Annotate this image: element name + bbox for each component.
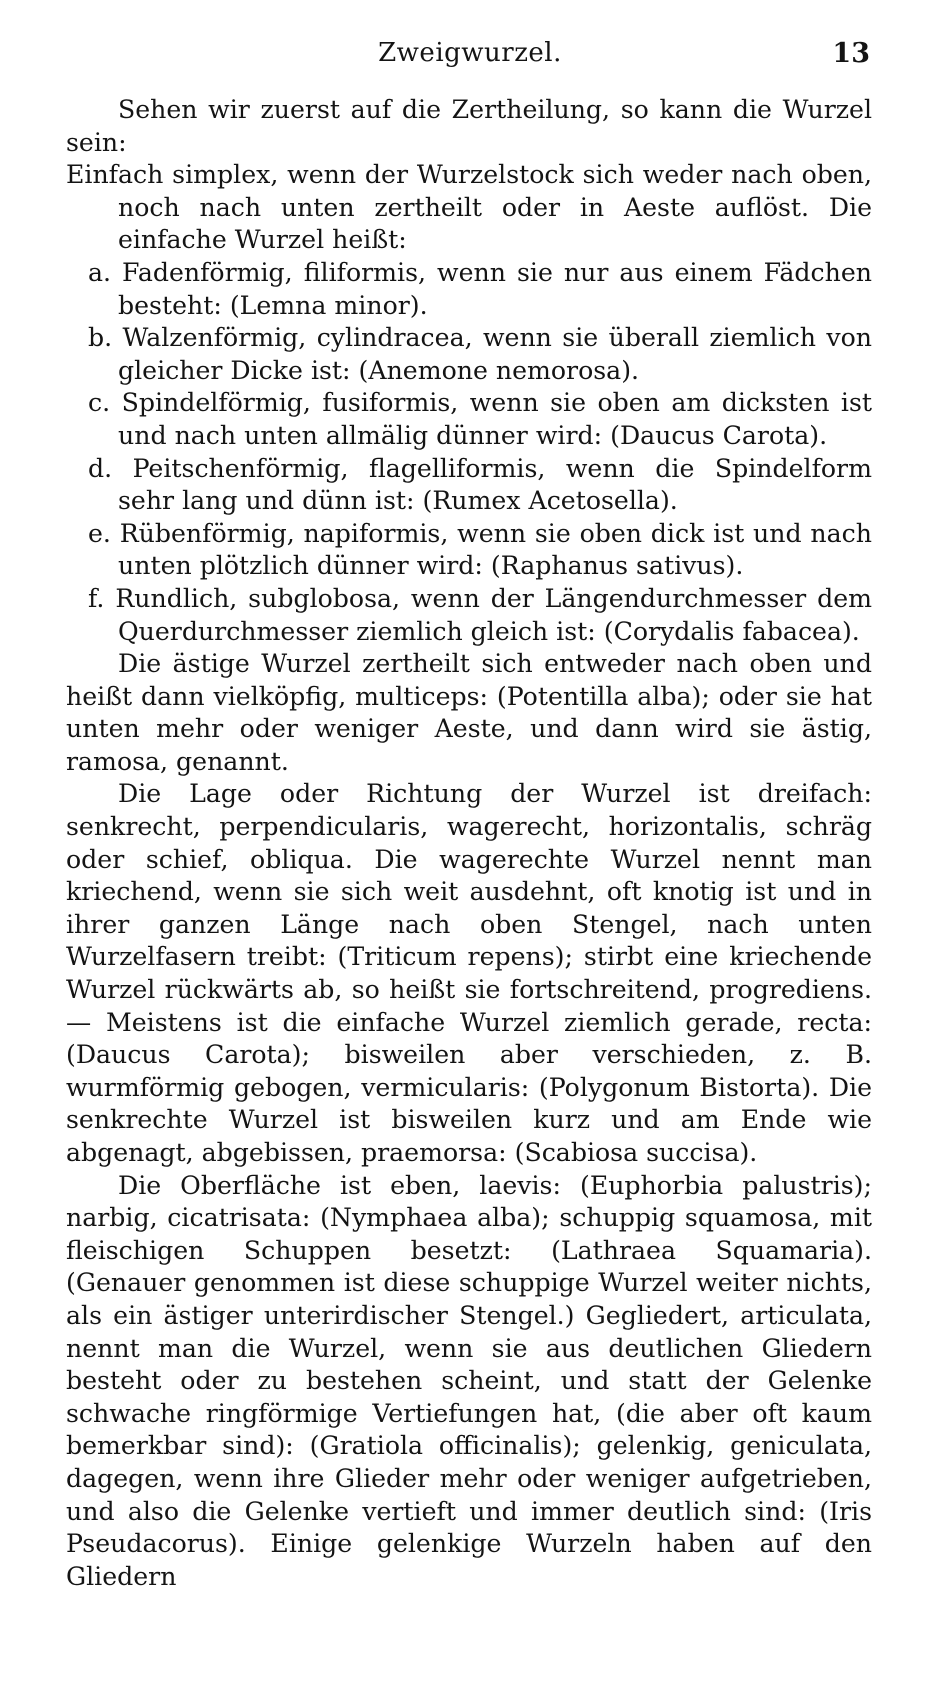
paragraph-einfach: Einfach simplex, wenn der Wurzelstock sich weder nach oben, noch nach unten zertheilt oder in Aeste auflöst. Die einfache Wurzel heißt: <box>66 160 872 255</box>
list-item-b: b. Walzenförmig, cylindracea, wenn sie überall ziemlich von gleicher Dicke ist: (Anemone nemorosa). <box>88 323 872 385</box>
paragraph-oberflaeche: Die Oberfläche ist eben, laevis: (Euphorbia palustris); narbig, cicatrisata: (Nymphaea alba); schuppig squamosa, mit fleischigen Schuppen besetzt: (Lathraea Squamaria). (Genauer genommen ist diese schuppige Wurzel weiter nichts, als ein ästiger unterirdischer Stengel.) Gegliedert, articulata, nennt man die Wurzel, wenn sie aus deutlichen Gliedern besteht oder zu bestehen scheint, und statt der Gelenke schwache ringförmige Vertiefungen hat, (die aber oft kaum bemerkbar sind): (Gratiola officinalis); gelenkig, geniculata, dagegen, wenn ihre Glieder mehr oder weniger aufgetrieben, und also die Gelenke vertieft und immer deutlich sind: (Iris Pseudacorus). Einige gelenkige Wurzeln haben auf den Gliedern <box>66 1170 872 1591</box>
running-head: Zweigwurzel. <box>378 38 562 68</box>
list-item-f: f. Rundlich, subglobosa, wenn der Längendurchmesser dem Querdurchmesser ziemlich gleich ist: (Corydalis fabacea). <box>88 583 872 646</box>
page-header <box>70 38 870 78</box>
list-item-c: c. Spindelförmig, fusiformis, wenn sie oben am dicksten ist und nach unten allmälig dünner wird: (Daucus Carota). <box>88 388 872 450</box>
list-item-a: a. Fadenförmig, filiformis, wenn sie nur aus einem Fädchen besteht: (Lemna minor). <box>88 257 872 320</box>
page-number: 13 <box>832 38 870 69</box>
list-item-d: d. Peitschenförmig, flagelliformis, wenn die Spindelform sehr lang und dünn ist: (Rumex Acetosella). <box>88 453 872 516</box>
paragraph-aestige-wurzel: Die ästige Wurzel zertheilt sich entweder nach oben und heißt dann vielköpfig, multiceps: (Potentilla alba); oder sie hat unten mehr oder weniger Aeste, und dann wird sie ästig, ramosa, genannt. <box>66 649 872 776</box>
paragraph-intro: Sehen wir zuerst auf die Zertheilung, so kann die Wurzel sein: <box>66 95 872 157</box>
body-text <box>66 94 872 1593</box>
paragraph-lage-richtung: Die Lage oder Richtung der Wurzel ist dreifach: senkrecht, perpendicularis, wagerecht, horizontalis, schräg oder schief, obliqua. Die wagerechte Wurzel nennt man kriechend, wenn sie sich weit ausdehnt, oft knotig ist und in ihrer ganzen Länge nach oben Stengel, nach unten Wurzelfasern treibt: (Triticum repens); stirbt eine kriechende Wurzel rückwärts ab, so heißt sie fortschreitend, progrediens. — Meistens ist die einfache Wurzel ziemlich gerade, recta: (Daucus Carota); bisweilen aber verschieden, z. B. wurmförmig gebogen, vermicularis: (Polygonum Bistorta). Die senkrechte Wurzel ist bisweilen kurz und am Ende wie abgenagt, abgebissen, praemorsa: (Scabiosa succisa). <box>66 779 872 1167</box>
list-item-e: e. Rübenförmig, napiformis, wenn sie oben dick ist und nach unten plötzlich dünner wird: (Raphanus sativus). <box>88 518 872 581</box>
